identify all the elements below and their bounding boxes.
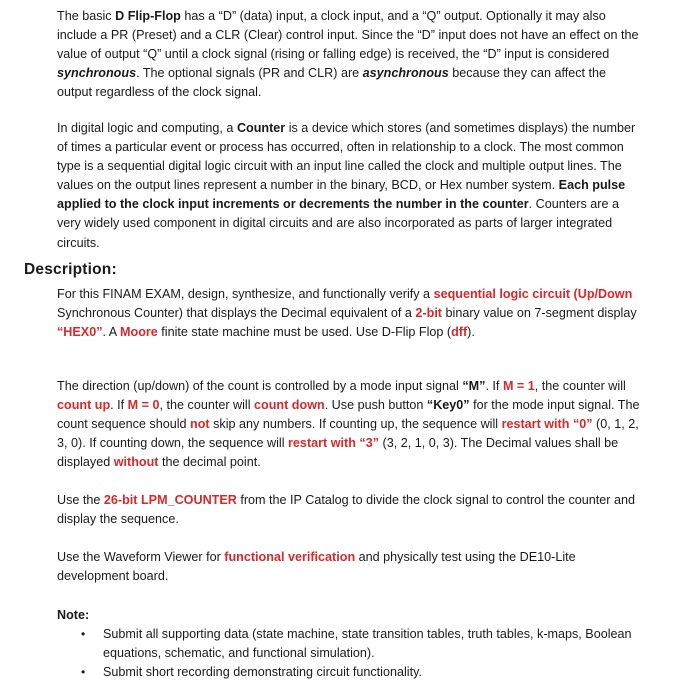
paragraph-d-flip-flop — [57, 7, 642, 102]
text-run: . If — [110, 398, 128, 413]
emphasis-m-signal: “M” — [462, 379, 486, 393]
highlight-dff: dff — [451, 325, 468, 340]
text-run: because they can affect the output regardless of the clock signal. — [57, 66, 607, 100]
term-d-flip-flop: D Flip-Flop — [115, 9, 181, 23]
highlight-restart-0: restart with “0” — [501, 417, 593, 432]
text-run: has a “D” (data) input, a clock input, and a “Q” output. Optionally it may also include a PR (Preset) and a CLR (Clear) control input. Since the “D” input does not have an effect on the value of output “Q” until a clock signal (rising or falling edge) is received, the “D” input is considered — [57, 9, 639, 62]
term-asynchronous: asynchronous — [362, 66, 449, 81]
term-counter: Counter — [236, 121, 286, 135]
text-run: ). — [467, 325, 475, 340]
highlight-2-bit: 2-bit — [415, 306, 443, 321]
text-run: , the counter will — [534, 379, 626, 393]
text-run: For this FINAM EXAM, design, synthesize, and functionally verify a — [57, 287, 434, 301]
highlight-hex0: “HEX0” — [57, 325, 103, 340]
emphasis-clock-pulse: Each pulse applied to the clock input increments or decrements the number in the counter — [57, 178, 626, 212]
bullet-icon: • — [81, 627, 86, 641]
text-run: In digital logic and computing, a — [57, 121, 237, 135]
highlight-sequential-logic: sequential logic circuit (Up/Down — [433, 287, 633, 301]
text-run: . Counters are a very widely used component in digital circuits and are also incorporated as parts of larger integrated circuits. — [57, 197, 619, 250]
highlight-restart-3: restart with “3” — [288, 436, 380, 451]
text-run: . The optional signals (PR and CLR) are — [136, 66, 363, 81]
text-run: , the counter will — [159, 398, 255, 413]
text-run: The direction (up/down) of the count is controlled by a mode input signal — [57, 379, 463, 393]
text-run: binary value on 7-segment display — [442, 306, 637, 321]
highlight-count-up: count up — [57, 398, 111, 413]
text-run: is a device which stores (and sometimes displays) the number of times a particular event or process has occurred, often in relationship to a clock. The most common type is a sequential digital logic circuit with an input line called the clock and multiple output lines. The values on the output lines represent a number in the binary, BCD, or Hex number system. — [57, 121, 636, 193]
list-item — [78, 663, 638, 682]
text-run: . Use push button — [324, 398, 427, 413]
text-run: (3, 2, 1, 0, 3). The Decimal values shall be displayed — [57, 436, 619, 470]
paragraph-waveform — [57, 548, 642, 586]
description-heading: Description: — [24, 261, 117, 278]
text-run: the decimal point. — [158, 455, 261, 470]
list-item — [78, 625, 638, 663]
text-run: finite state machine must be used. Use D-Flip Flop ( — [157, 325, 452, 340]
text-run: Synchronous Counter) that displays the Decimal equivalent of a — [57, 306, 416, 321]
paragraph-lpm-counter — [57, 491, 642, 529]
text-run: The basic — [57, 9, 116, 23]
highlight-functional-verification: functional verification — [224, 550, 356, 564]
paragraph-direction — [57, 377, 642, 472]
text-run: and physically test using the DE10-Lite development board. — [57, 550, 576, 584]
text-run: Use the — [57, 493, 104, 507]
highlight-m-equals-0: M = 0 — [127, 398, 160, 413]
list-item-text: Submit all supporting data (state machine, state transition tables, truth tables, k-maps, Boolean equations, schematic, and functional simulation). — [103, 627, 632, 661]
highlight-lpm-counter: 26-bit LPM_COUNTER — [103, 493, 237, 507]
term-synchronous: synchronous — [57, 66, 137, 81]
text-run: for the mode input signal. The count sequence should — [57, 398, 640, 432]
text-run: . If — [485, 379, 503, 393]
highlight-m-equals-1: M = 1 — [502, 379, 535, 393]
text-run: from the IP Catalog to divide the clock signal to control the counter and display the sequence. — [57, 493, 635, 527]
note-label: Note: — [57, 608, 90, 622]
highlight-without: without — [113, 455, 159, 470]
emphasis-key0: “Key0” — [426, 398, 470, 413]
paragraph-exam-task — [57, 285, 642, 342]
note-list — [78, 625, 638, 682]
text-run: Use the Waveform Viewer for — [57, 550, 225, 564]
highlight-count-down: count down — [254, 398, 325, 413]
text-run: skip any numbers. If counting up, the sequence will — [209, 417, 502, 432]
bullet-icon: • — [81, 665, 86, 680]
text-run: (0, 1, 2, 3, 0). If counting down, the sequence will — [57, 417, 639, 451]
highlight-not: not — [190, 417, 210, 432]
highlight-moore: Moore — [120, 325, 158, 340]
paragraph-counter — [57, 119, 642, 253]
list-item-text: Submit short recording demonstrating circuit functionality. — [103, 665, 422, 680]
text-run: . A — [102, 325, 121, 340]
